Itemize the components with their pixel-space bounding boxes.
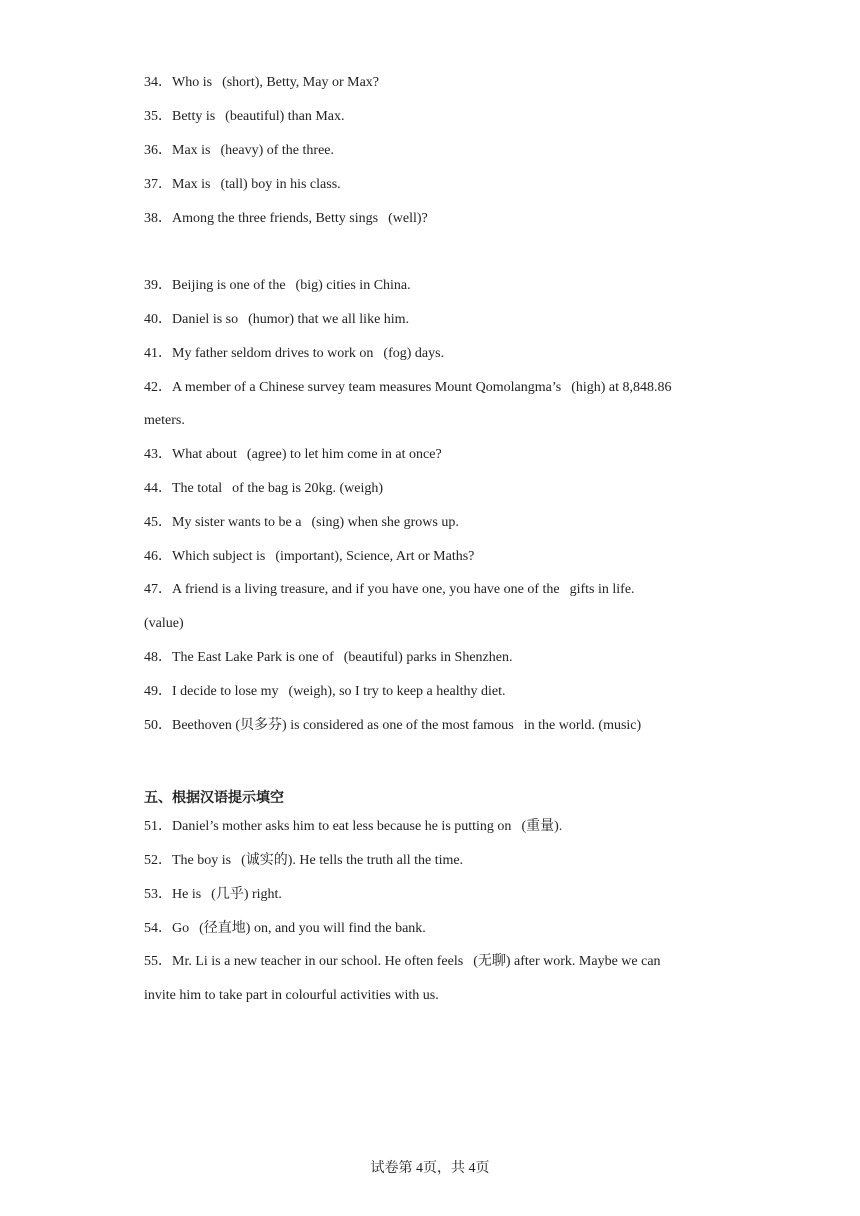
question-text-after-blank: gifts in life.: [569, 582, 635, 597]
question-38: [144, 210, 724, 228]
question-number: 52．: [144, 853, 172, 868]
question-number: 54．: [144, 921, 172, 936]
question-text-before-blank: Which subject is: [172, 549, 266, 564]
question-text-before-blank: Max is: [172, 177, 211, 192]
question-text-before-blank: Mr. Li is a new teacher in our school. He often feels: [172, 954, 464, 969]
question-number: 49．: [144, 684, 172, 699]
question-text-after-blank: (beautiful) than Max.: [225, 109, 345, 124]
question-55: [144, 953, 724, 971]
question-34: [144, 74, 724, 92]
question-50: [144, 717, 724, 735]
question-number: 37．: [144, 177, 172, 192]
question-text-after-blank: (beautiful) parks in Shenzhen.: [343, 650, 513, 665]
question-text-after-blank: (agree) to let him come in at once?: [246, 447, 442, 462]
question-number: 38．: [144, 211, 172, 226]
question-text-continuation: meters.: [144, 413, 185, 428]
question-number: 50．: [144, 718, 172, 733]
question-42: [144, 379, 724, 397]
question-47: [144, 581, 724, 599]
question-text-after-blank: in the world. (music): [523, 718, 642, 733]
question-text-after-blank: (几乎) right.: [211, 887, 282, 902]
question-text-before-blank: I decide to lose my: [172, 684, 279, 699]
question-number: 42．: [144, 380, 172, 395]
question-37: [144, 176, 724, 194]
question-text-before-blank: The total: [172, 481, 223, 496]
question-text-after-blank: (well)?: [388, 211, 428, 226]
question-text-before-blank: Max is: [172, 143, 211, 158]
question-46: [144, 548, 724, 566]
question-43: [144, 446, 724, 464]
question-36: [144, 142, 724, 160]
question-text-after-blank: (径直地) on, and you will find the bank.: [199, 921, 426, 936]
question-39: [144, 277, 724, 295]
question-42-continuation: [144, 412, 724, 430]
question-54: [144, 920, 724, 938]
question-number: 34．: [144, 75, 172, 90]
question-text-before-blank: My sister wants to be a: [172, 515, 302, 530]
question-text-before-blank: A member of a Chinese survey team measures Mount Qomolangma’s: [172, 380, 562, 395]
question-text-after-blank: (sing) when she grows up.: [311, 515, 459, 530]
question-text-before-blank: My father seldom drives to work on: [172, 346, 374, 361]
question-text-before-blank: Beethoven (贝多芬) is considered as one of the most famous: [172, 718, 514, 733]
question-text-after-blank: (humor) that we all like him.: [248, 312, 410, 327]
question-number: 55．: [144, 954, 172, 969]
question-35: [144, 108, 724, 126]
question-text-after-blank: (fog) days.: [383, 346, 445, 361]
question-text-before-blank: What about: [172, 447, 237, 462]
question-text-after-blank: of the bag is 20kg. (weigh): [232, 481, 384, 496]
question-text-after-blank: (big) cities in China.: [295, 278, 411, 293]
question-text-after-blank: (诚实的). He tells the truth all the time.: [241, 853, 464, 868]
question-number: 46．: [144, 549, 172, 564]
question-55-continuation: [144, 987, 724, 1005]
question-text-before-blank: Beijing is one of the: [172, 278, 286, 293]
question-47-continuation: [144, 615, 724, 633]
question-text-continuation: invite him to take part in colourful activities with us.: [144, 988, 439, 1003]
question-52: [144, 852, 724, 870]
question-number: 41．: [144, 346, 172, 361]
question-text-after-blank: (important), Science, Art or Maths?: [275, 549, 475, 564]
question-text-after-blank: (无聊) after work. Maybe we can: [473, 954, 661, 969]
question-text-before-blank: Daniel’s mother asks him to eat less because he is putting on: [172, 819, 512, 834]
question-number: 44．: [144, 481, 172, 496]
question-number: 53．: [144, 887, 172, 902]
question-51: [144, 818, 724, 836]
question-text-before-blank: Who is: [172, 75, 213, 90]
question-number: 36．: [144, 143, 172, 158]
question-text-after-blank: (heavy) of the three.: [220, 143, 334, 158]
question-49: [144, 683, 724, 701]
question-text-after-blank: (high) at 8,848.86: [571, 380, 672, 395]
question-53: [144, 886, 724, 904]
question-44: [144, 480, 724, 498]
question-text-before-blank: Daniel is so: [172, 312, 239, 327]
question-41: [144, 345, 724, 363]
page-footer: 试卷第 4页，共 4页: [370, 1161, 490, 1176]
question-text-before-blank: Go: [172, 921, 190, 936]
question-45: [144, 514, 724, 532]
question-number: 48．: [144, 650, 172, 665]
question-text-after-blank: (weigh), so I try to keep a healthy diet.: [288, 684, 506, 699]
question-text-before-blank: He is: [172, 887, 202, 902]
question-number: 43．: [144, 447, 172, 462]
question-number: 40．: [144, 312, 172, 327]
question-text-continuation: (value): [144, 616, 184, 631]
question-text-before-blank: A friend is a living treasure, and if you have one, you have one of the: [172, 582, 560, 597]
question-number: 35．: [144, 109, 172, 124]
question-text-after-blank: (tall) boy in his class.: [220, 177, 341, 192]
question-text-after-blank: (重量).: [521, 819, 563, 834]
question-number: 45．: [144, 515, 172, 530]
question-number: 39．: [144, 278, 172, 293]
question-text-before-blank: The boy is: [172, 853, 232, 868]
question-text-before-blank: Betty is: [172, 109, 216, 124]
question-number: 51．: [144, 819, 172, 834]
question-text-before-blank: The East Lake Park is one of: [172, 650, 334, 665]
question-number: 47．: [144, 582, 172, 597]
question-text-after-blank: (short), Betty, May or Max?: [222, 75, 380, 90]
question-40: [144, 311, 724, 329]
question-48: [144, 649, 724, 667]
section-title: 五、根据汉语提示填空: [144, 790, 284, 806]
question-text-before-blank: Among the three friends, Betty sings: [172, 211, 379, 226]
